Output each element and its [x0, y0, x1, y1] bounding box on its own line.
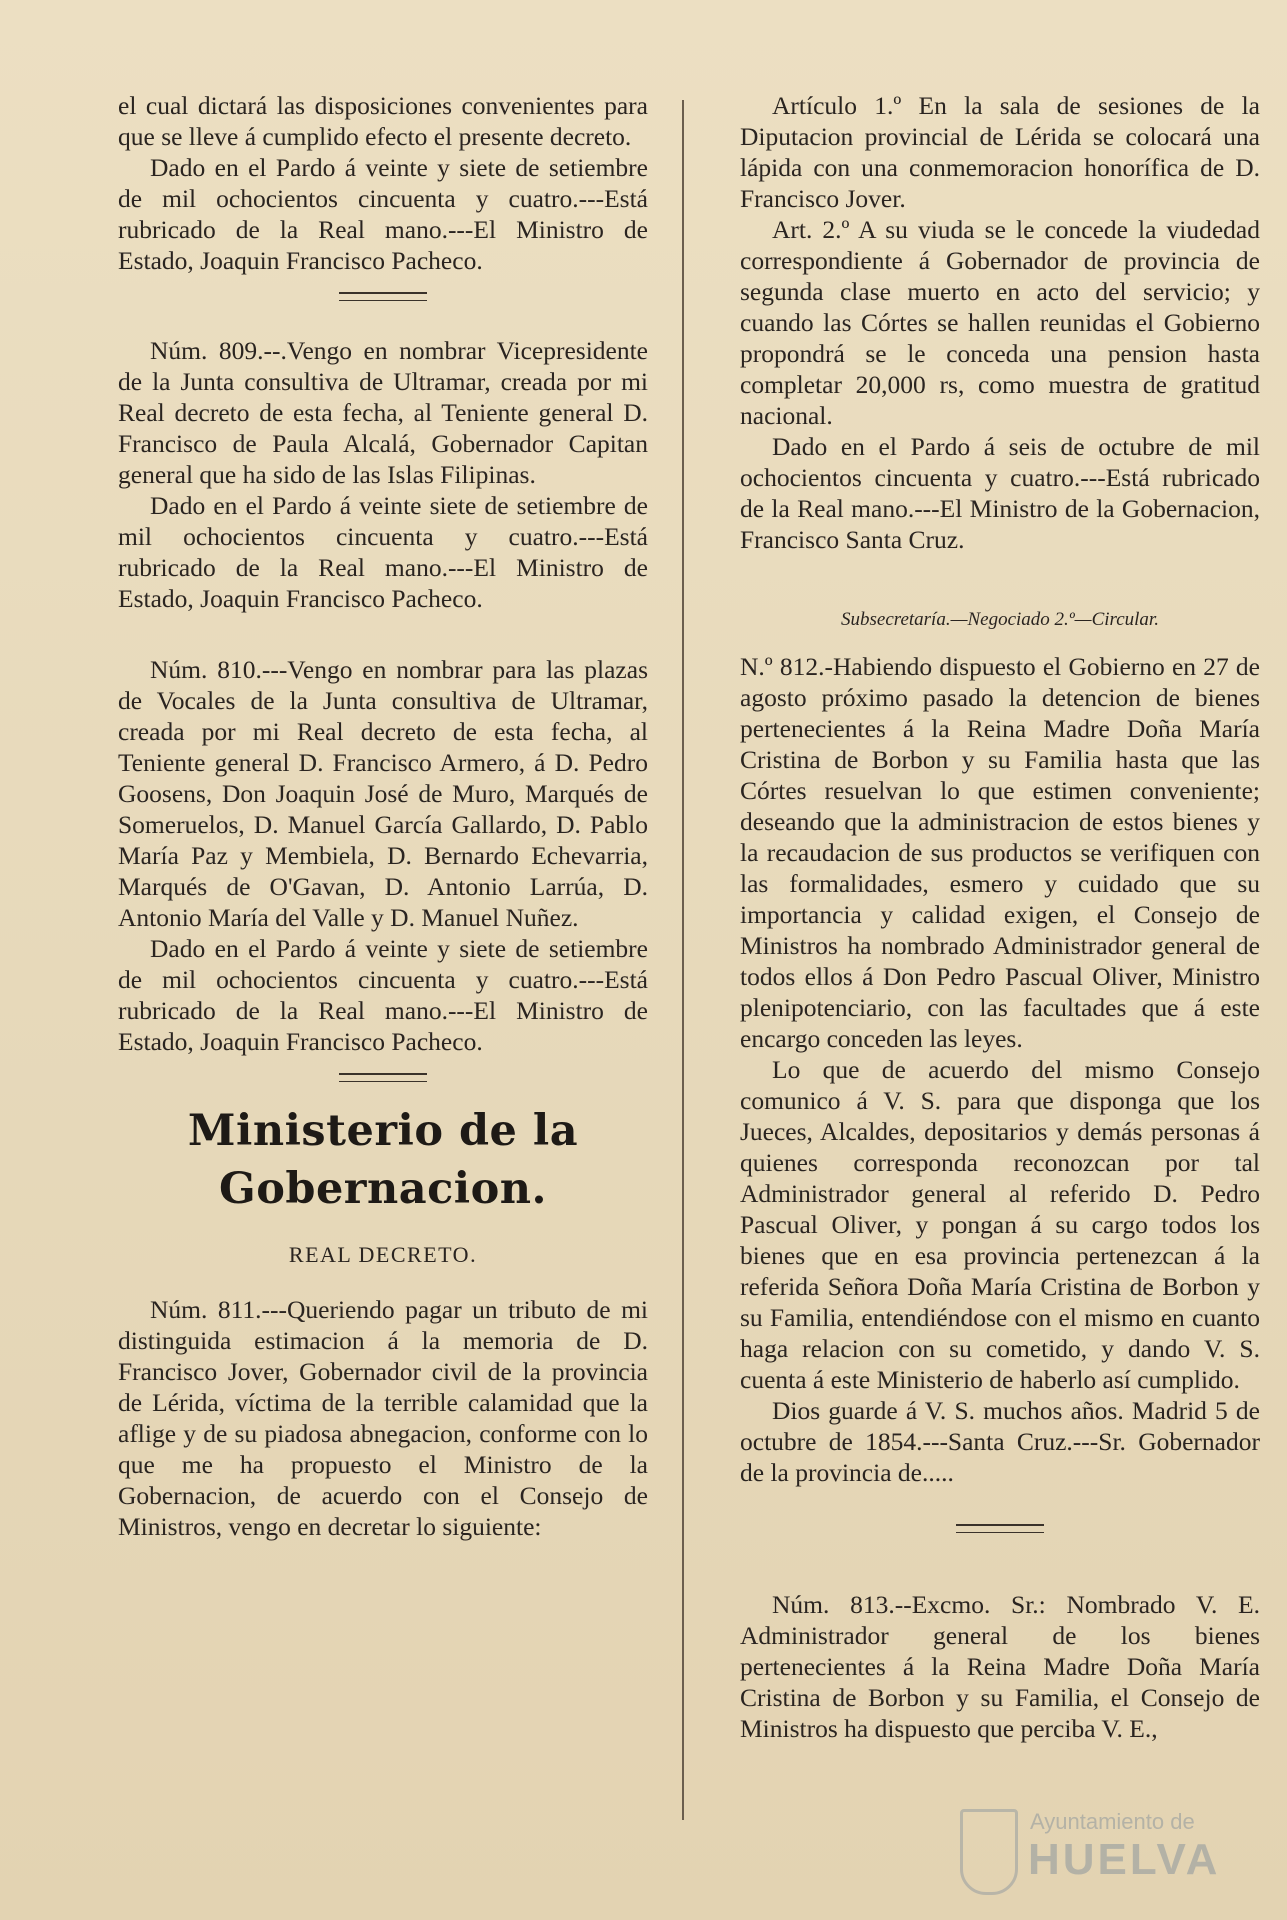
separator [339, 1073, 427, 1082]
decree-810-signature: Dado en el Pardo á veinte y siete de setiembre de mil ochocientos cincuenta y cuatro.---Está rubricado de la Real mano.---El Ministro de Estado, Joaquin Francisco Pacheco. [118, 934, 648, 1056]
shield-icon [960, 1809, 1018, 1895]
article-2: Art. 2.º A su viuda se le concede la viudedad correspondiente á Gobernador de provincia de segunda clase muerto en acto del servicio; y cuando las Córtes se hallen reunidas el Gobierno propondrá se le conceda una pension hasta completar 20,000 rs, como muestra de gratitud nacional. [740, 215, 1260, 430]
article-1: Artículo 1.º En la sala de sesiones de la Diputacion provincial de Lérida se colocará una lápida con una conmemoracion honorífica de D. Francisco Jover. [740, 91, 1260, 213]
decree-809-signature: Dado en el Pardo á veinte siete de setiembre de mil ochocientos cincuenta y cuatro.---Está rubricado de la Real mano.---El Ministro de Estado, Joaquin Francisco Pacheco. [118, 491, 648, 613]
section-subheading: REAL DECRETO. [288, 1242, 478, 1267]
separator [956, 1524, 1044, 1533]
decree-811: Núm. 811.---Queriendo pagar un tributo de mi distinguida estimacion á la memoria de D. Francisco Jover, Gobernador civil de la provincia de Lérida, víctima de la terrible calamidad que la aflige y de su piadosa abnegacion, conforme con lo que me ha propuesto el Ministro de la Gobernacion, de acuerdo con el Consejo de Ministros, vengo en decretar lo siguiente: [118, 1295, 648, 1541]
left-column-rule [682, 100, 684, 1820]
circular-812-body: Lo que de acuerdo del mismo Consejo comunico á V. S. para que disponga que los Jueces, Alcaldes, depositarios y demás personas á quienes corresponda reconozcan por tal Administrador general al referido D. Pedro Pascual Oliver, y pongan á su cargo todos los bienes que en esa provincia pertenezcan á la referida Señora Doña María Cristina de Borbon y su Familia, entendiéndose con el mismo en cuanto haga relacion con su cometido, y dando V. S. cuenta á este Ministerio de haberlo así cumplido. [740, 1055, 1260, 1394]
decree-813: Núm. 813.--Excmo. Sr.: Nombrado V. E. Administrador general de los bienes pertenecientes á la Reina Madre Doña María Cristina de Borbon y su Familia, el Consejo de Ministros ha dispuesto que perciba V. E., [740, 1590, 1260, 1743]
separator [339, 292, 427, 301]
circular-812-closing: Dios guarde á V. S. muchos años. Madrid 5 de octubre de 1854.---Santa Cruz.---Sr. Gobernador de la provincia de..... [740, 1396, 1260, 1487]
decree-810: Núm. 810.---Vengo en nombrar para las plazas de Vocales de la Junta consultiva de Ultramar, creada por mi Real decreto de esta fecha, al Teniente general D. Francisco Armero, á D. Pedro Goosens, Don Joaquin José de Muro, Marqués de Someruelos, D. Manuel García Gallardo, D. Pablo María Paz y Membiela, D. Bernardo Echevarria, Marqués de O'Gavan, D. Antonio Larrúa, D. Antonio María del Valle y D. Manuel Nuñez. [118, 655, 648, 932]
watermark-logo [960, 1805, 1260, 1905]
watermark-big-text: HUELVA [1028, 1835, 1221, 1884]
left-paragraph-1: el cual dictará las disposiciones convenientes para que se lleve á cumplido efecto el presente decreto. [118, 91, 648, 151]
watermark-small-text: Ayuntamiento de [1030, 1809, 1195, 1834]
decree-809: Núm. 809.--.Vengo en nombrar Vicepresidente de la Junta consultiva de Ultramar, creada por mi Real decreto de esta fecha, al Teniente general D. Francisco de Paula Alcalá, Gobernador Capitan general que ha sido de las Islas Filipinas. [118, 336, 648, 489]
left-paragraph-2: Dado en el Pardo á veinte y siete de setiembre de mil ochocientos cincuenta y cuatro.---Está rubricado de la Real mano.---El Ministro de Estado, Joaquin Francisco Pacheco. [118, 153, 648, 275]
circular-812: N.º 812.-Habiendo dispuesto el Gobierno en 27 de agosto próximo pasado la detencion de bienes pertenecientes á la Reina Madre Doña María Cristina de Borbon y su Familia hasta que las Córtes resuelvan lo que estimen conveniente; deseando que la administracion de estos bienes y la recaudacion de sus productos se verifiquen con las formalidades, esmero y cuidado que su importancia y calidad exigen, el Consejo de Ministros ha nombrado Administrador general de todos ellos á Don Pedro Pascual Oliver, Ministro plenipotenciario, con las facultades que á este encargo conceden las leyes. [740, 652, 1260, 1053]
left-column [118, 90, 648, 1542]
right-column [740, 90, 1260, 1744]
circular-subheading: Subsecretaría.—Negociado 2.º—Circular. [841, 609, 1159, 630]
section-heading: Ministerio de la Gobernacion. [187, 1106, 579, 1214]
decree-811-signature: Dado en el Pardo á seis de octubre de mil ochocientos cincuenta y cuatro.---Está rubricado de la Real mano.---El Ministro de la Gobernacion, Francisco Santa Cruz. [740, 432, 1260, 554]
